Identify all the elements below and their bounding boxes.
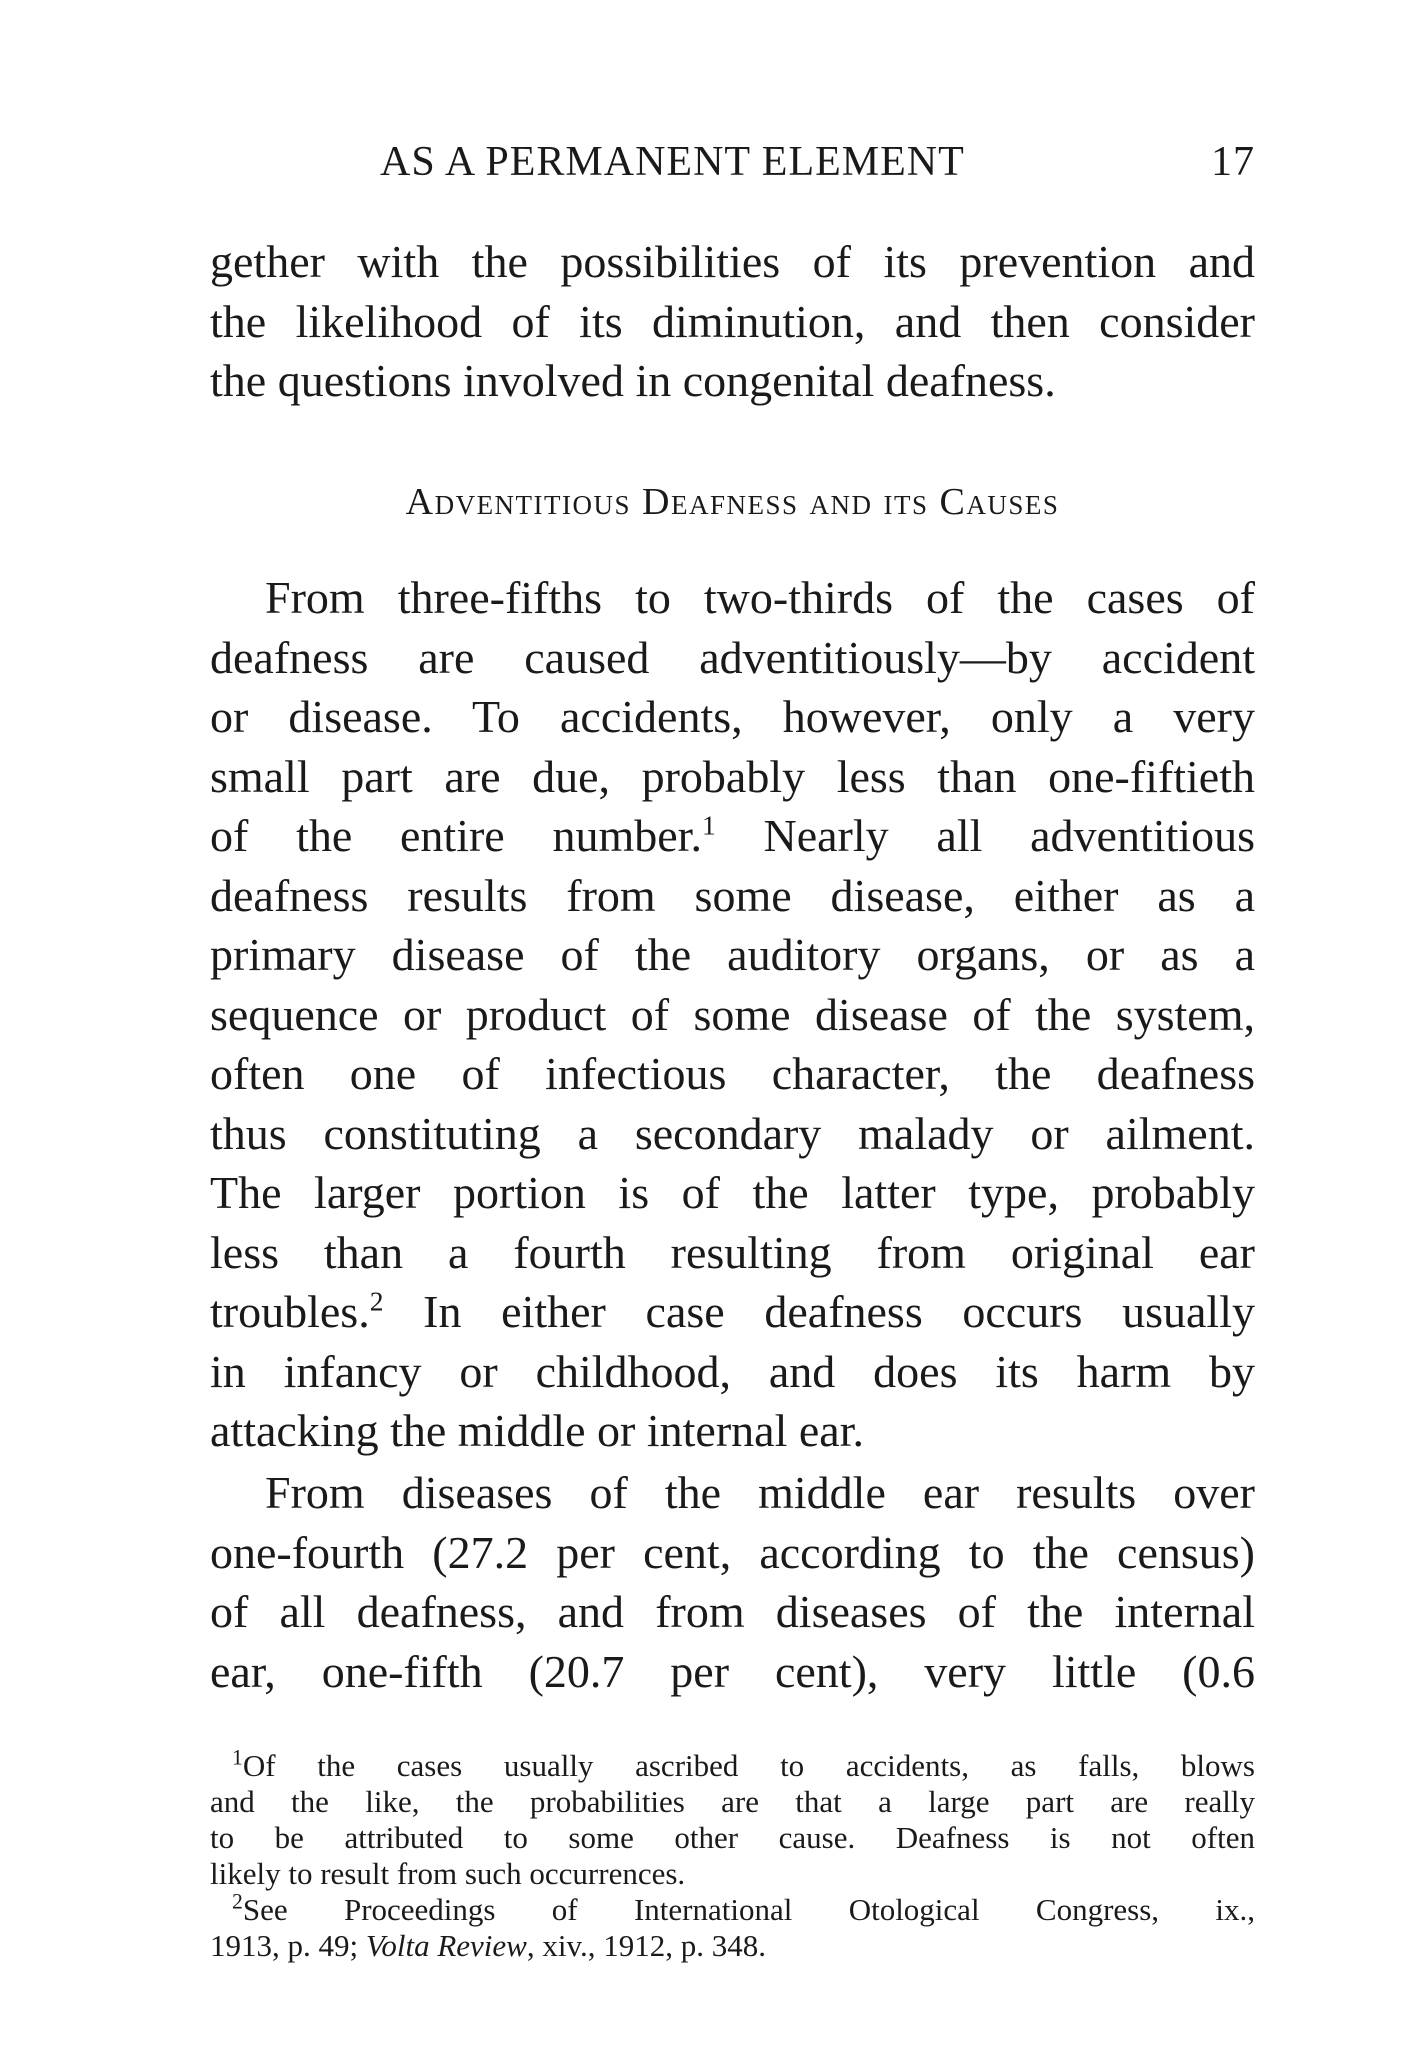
- text-line: The larger portion is of the latter type, probably: [210, 1167, 1255, 1218]
- running-head: [210, 138, 1255, 198]
- paragraph-middle-ear: [210, 1463, 1255, 1701]
- footnote-ref-1: 1: [701, 809, 716, 841]
- text-line: often one of infectious character, the deafness: [210, 1048, 1255, 1099]
- text-line: one-fourth (27.2 per cent, according to the census): [210, 1526, 1255, 1578]
- text-line: the questions involved in congenital deafness.: [210, 355, 1056, 406]
- footnote-ref-2: 2: [369, 1285, 384, 1317]
- text-line: the likelihood of its diminution, and then consider: [210, 295, 1255, 347]
- footnote-journal-title: Volta Review: [365, 1928, 527, 1963]
- footnote-2-mark: 2: [232, 1889, 243, 1914]
- text-line: From three-fifths to two-thirds of the cases of: [265, 572, 1255, 623]
- text-line: deafness are caused adventitiously—by accident: [210, 631, 1255, 683]
- text-line: ear, one-fifth (20.7 per cent), very little (0.6: [210, 1645, 1255, 1697]
- page-number: 17: [1211, 139, 1255, 185]
- text-line: in infancy or childhood, and does its harm by: [210, 1345, 1255, 1397]
- text-line: sequence or product of some disease of the system,: [210, 988, 1255, 1040]
- footnote-1-line: to be attributed to some other cause. Deafness is not often: [210, 1820, 1255, 1855]
- text-line: of all deafness, and from diseases of the internal: [210, 1586, 1255, 1637]
- footnotes: [210, 1745, 1255, 1964]
- text-line: attacking the middle or internal ear.: [210, 1405, 864, 1456]
- text-segment: of the entire number.: [210, 810, 702, 861]
- text-line: From diseases of the middle ear results over: [265, 1467, 1255, 1518]
- footnote-2-line: [210, 1889, 1255, 1928]
- text-line: small part are due, probably less than one-fiftieth: [210, 750, 1255, 802]
- text-line: or disease. To accidents, however, only a very: [210, 691, 1255, 742]
- footnote-1-mark: 1: [232, 1745, 243, 1770]
- footnote-text: 1913, p. 49;: [210, 1928, 366, 1963]
- footnote-text: See Proceedings of International Otological Congress, ix.,: [242, 1892, 1255, 1927]
- footnote-text: Of the cases usually ascribed to accidents, as falls, blows: [242, 1748, 1255, 1783]
- paragraph-adventitious-causes: [210, 568, 1255, 1461]
- footnote-1-line: [210, 1745, 1255, 1784]
- text-line: [210, 806, 1255, 866]
- intro-paragraph: [210, 232, 1255, 411]
- text-segment: Nearly all adventitious: [763, 810, 1255, 861]
- text-segment: troubles.: [210, 1286, 370, 1337]
- text-segment: In either case deafness occurs usually: [423, 1286, 1255, 1337]
- section-heading: Adventitious Deafness and its Causes: [405, 481, 1060, 523]
- text-line: less than a fourth resulting from original ear: [210, 1226, 1255, 1278]
- footnote-text: , xiv., 1912, p. 348.: [526, 1928, 766, 1963]
- text-line: gether with the possibilities of its prevention and: [210, 236, 1255, 287]
- footnote-2-line: [210, 1928, 1255, 1964]
- text-line: thus constituting a secondary malady or ailment.: [210, 1107, 1255, 1159]
- text-line: deafness results from some disease, either as a: [210, 869, 1255, 921]
- running-title: AS A PERMANENT ELEMENT: [380, 139, 965, 185]
- footnote-1-line: likely to result from such occurrences.: [210, 1856, 686, 1891]
- footnote-1-line: and the like, the probabilities are that a large part are really: [210, 1784, 1255, 1819]
- text-line: primary disease of the auditory organs, or as a: [210, 929, 1255, 980]
- text-line: [210, 1282, 1255, 1342]
